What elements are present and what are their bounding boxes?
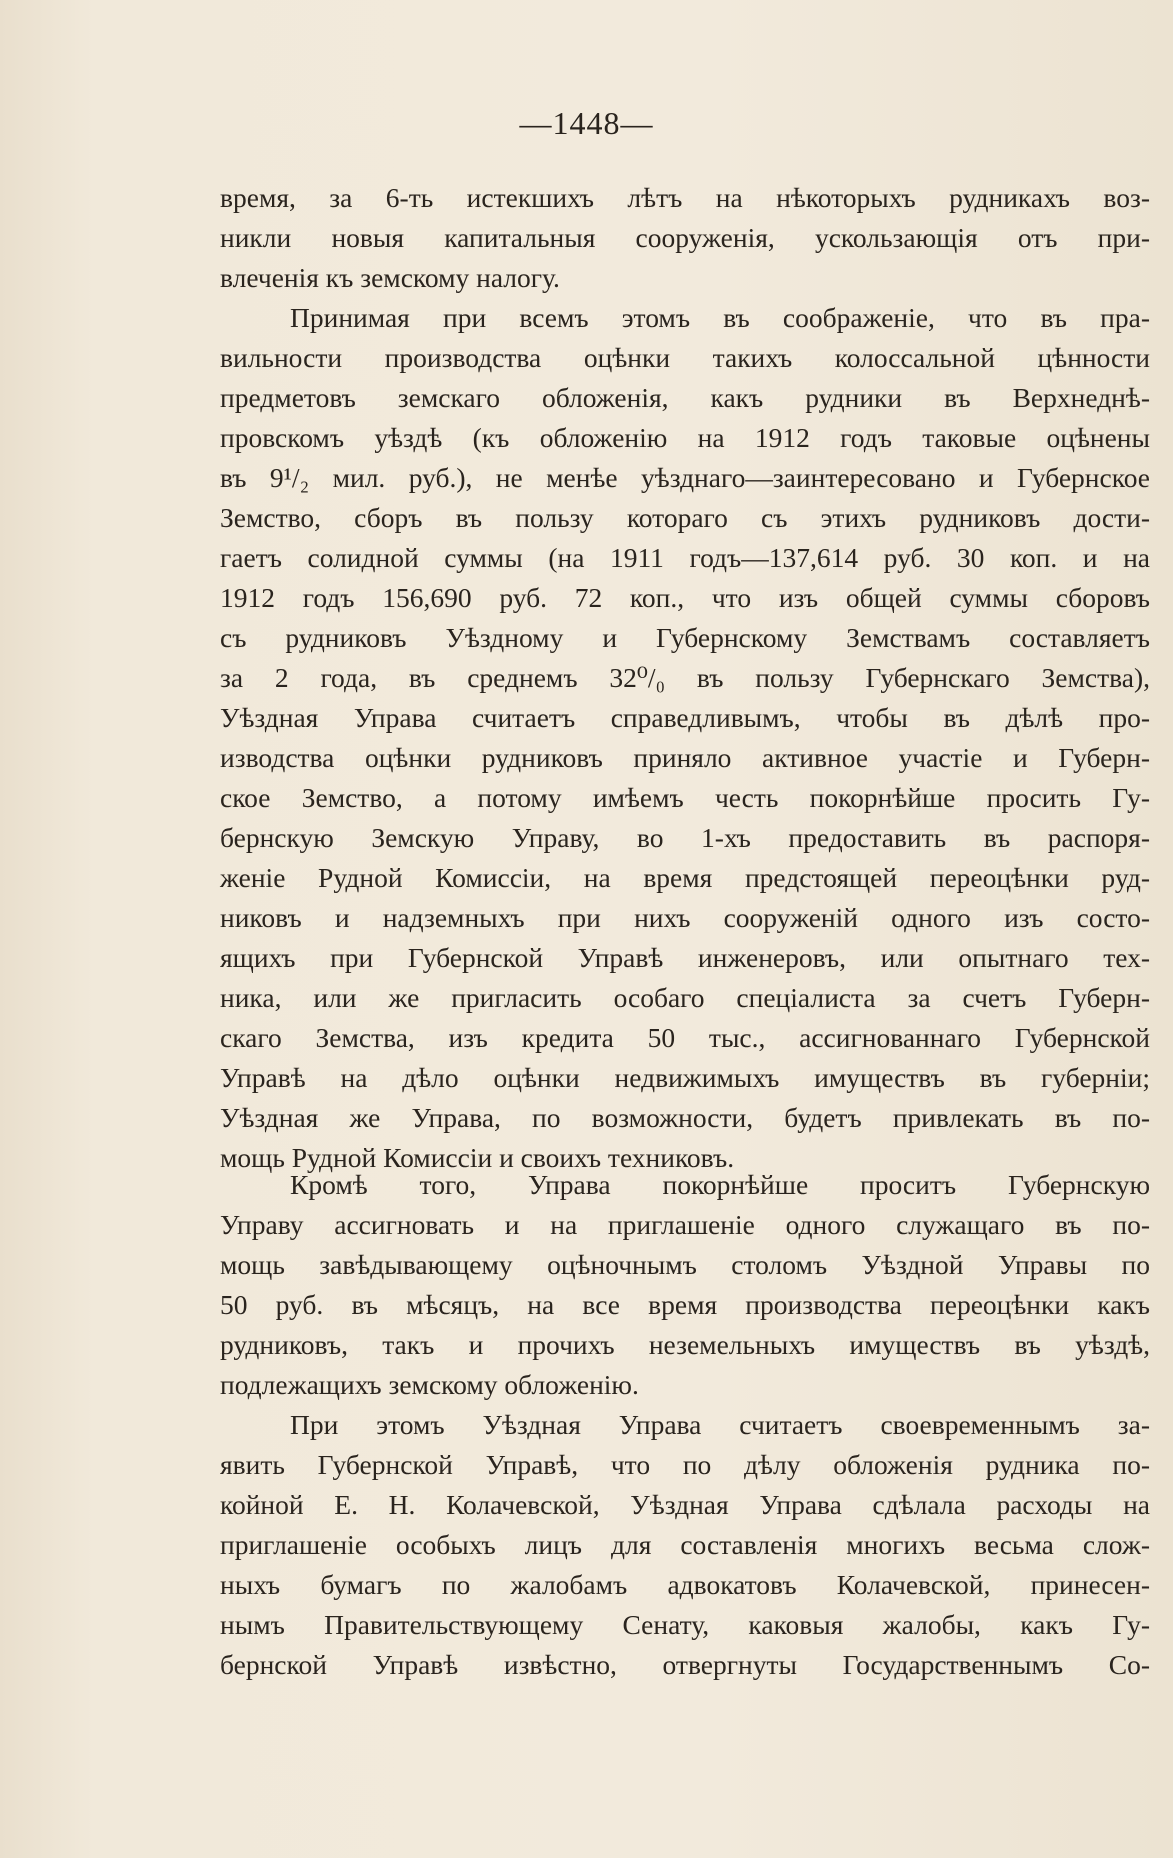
- text-line: гаетъ солидной суммы (на 1911 годъ—137,614 руб. 30 коп. и на: [220, 542, 1150, 573]
- text-line: Управу ассигновать и на приглашеніе одного служащаго въ по-: [220, 1209, 1150, 1240]
- paragraph-4: [220, 1405, 1150, 1685]
- text-line: Кромѣ того, Управа покорнѣйше проситъ Губернскую: [290, 1169, 1150, 1200]
- text-line: Принимая при всемъ этомъ въ соображеніе, что въ пра-: [290, 302, 1150, 333]
- text-line: изводства оцѣнки рудниковъ приняло активное участіе и Губерн-: [220, 742, 1150, 773]
- text-line: мощь Рудной Комиссіи и своихъ техниковъ.: [220, 1142, 735, 1173]
- text-line: бернской Управѣ извѣстно, отвергнуты Государственнымъ Со-: [220, 1649, 1150, 1680]
- text-line: предметовъ земскаго обложенія, какъ рудники въ Верхнеднѣ-: [220, 382, 1150, 413]
- text-line: Уѣздная же Управа, по возможности, будетъ привлекать въ по-: [220, 1102, 1150, 1133]
- text-line: При этомъ Уѣздная Управа считаетъ своевременнымъ за-: [290, 1409, 1150, 1440]
- text-line: никли новыя капитальныя сооруженія, ускользающія отъ при-: [220, 222, 1150, 253]
- text-line: влеченія къ земскому налогу.: [220, 262, 560, 293]
- text-line: за 2 года, въ среднемъ 32⁰/₀ въ пользу Губернскаго Земства),: [220, 662, 1150, 693]
- text-line: явить Губернской Управѣ, что по дѣлу обложенія рудника по-: [220, 1449, 1150, 1480]
- paragraph-1: [220, 178, 1150, 298]
- text-line: подлежащихъ земскому обложенію.: [220, 1369, 639, 1400]
- text-line: ника, или же пригласить особаго спеціалиста за счетъ Губерн-: [220, 982, 1150, 1013]
- text-line: провскомъ уѣздѣ (къ обложенію на 1912 годъ таковые оцѣнены: [220, 422, 1150, 453]
- text-line: въ 9¹/₂ мил. руб.), не менѣе уѣзднаго—заинтересовано и Губернское: [220, 462, 1150, 493]
- text-line: съ рудниковъ Уѣздному и Губернскому Земствамъ составляетъ: [220, 622, 1150, 653]
- text-line: женіе Рудной Комиссіи, на время предстоящей переоцѣнки руд-: [220, 862, 1150, 893]
- page-number: —1448—: [519, 105, 654, 141]
- paragraph-2: [220, 298, 1150, 1178]
- text-line: ныхъ бумагъ по жалобамъ адвокатовъ Колачевской, принесен-: [220, 1569, 1150, 1600]
- text-line: 50 руб. въ мѣсяцъ, на все время производства переоцѣнки какъ: [220, 1289, 1150, 1320]
- text-line: скаго Земства, изъ кредита 50 тыс., ассигнованнаго Губернской: [220, 1022, 1150, 1053]
- text-line: 1912 годъ 156,690 руб. 72 коп., что изъ общей суммы сборовъ: [220, 582, 1150, 613]
- text-line: вильности производства оцѣнки такихъ колоссальной цѣнности: [220, 342, 1150, 373]
- text-line: ское Земство, а потому имѣемъ честь покорнѣйше просить Гу-: [220, 782, 1150, 813]
- text-line: нымъ Правительствующему Сенату, каковыя жалобы, какъ Гу-: [220, 1609, 1150, 1640]
- paragraph-3: [220, 1165, 1150, 1405]
- text-line: койной Е. Н. Колачевской, Уѣздная Управа сдѣлала расходы на: [220, 1489, 1150, 1520]
- text-line: рудниковъ, такъ и прочихъ неземельныхъ имуществъ въ уѣздѣ,: [220, 1329, 1150, 1360]
- text-line: Земство, сборъ въ пользу котораго съ этихъ рудниковъ дости-: [220, 502, 1150, 533]
- text-line: никовъ и надземныхъ при нихъ сооруженій одного изъ состо-: [220, 902, 1150, 933]
- text-line: время, за 6-ть истекшихъ лѣтъ на нѣкоторыхъ рудникахъ воз-: [220, 182, 1150, 213]
- text-line: мощь завѣдывающему оцѣночнымъ столомъ Уѣздной Управы по: [220, 1249, 1150, 1280]
- text-line: Управѣ на дѣло оцѣнки недвижимыхъ имуществъ въ губерніи;: [220, 1062, 1150, 1093]
- text-line: Уѣздная Управа считаетъ справедливымъ, чтобы въ дѣлѣ про-: [220, 702, 1150, 733]
- text-line: бернскую Земскую Управу, во 1-хъ предоставить въ распоря-: [220, 822, 1150, 853]
- text-line: приглашеніе особыхъ лицъ для составленія многихъ весьма слож-: [220, 1529, 1150, 1560]
- text-line: ящихъ при Губернской Управѣ инженеровъ, или опытнаго тех-: [220, 942, 1150, 973]
